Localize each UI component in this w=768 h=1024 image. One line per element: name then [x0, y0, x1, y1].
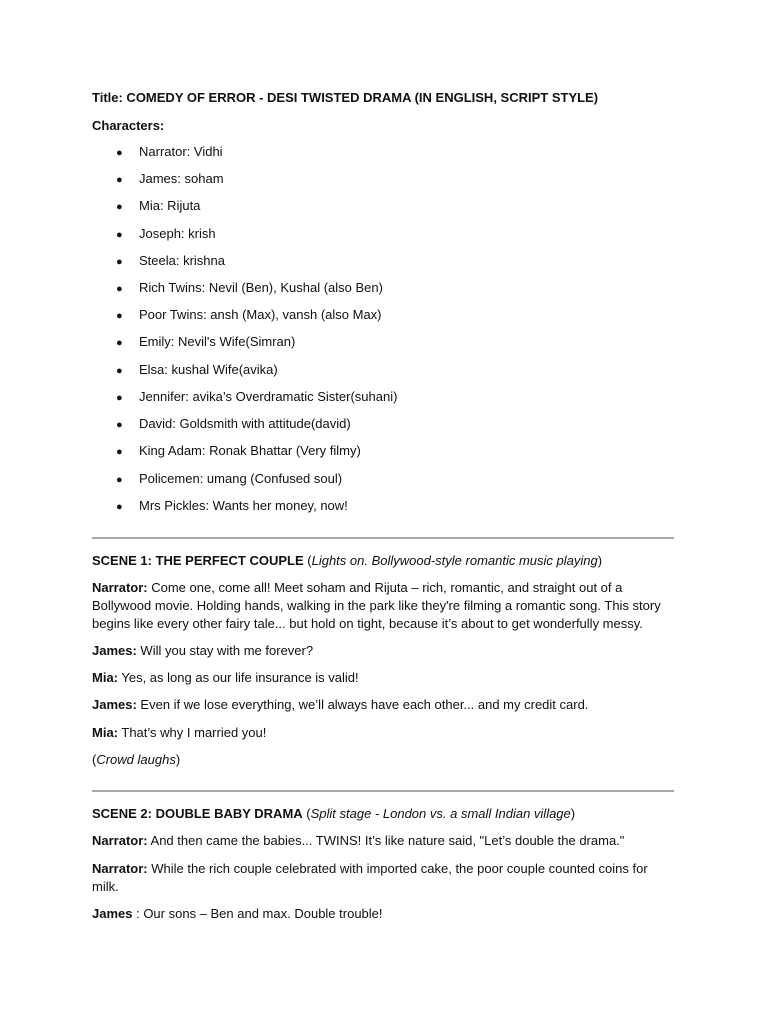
dialogue-text: : Our sons – Ben and max. Double trouble!	[132, 906, 383, 921]
bullet-icon: ●	[116, 174, 123, 186]
dialogue-text: Even if we lose everything, we’ll always have each other... and my credit card.	[136, 697, 589, 712]
scene-title: SCENE 1: THE PERFECT COUPLE	[92, 553, 304, 568]
character-entry: Steela: krishna	[139, 253, 225, 268]
character-entry: Elsa: kushal Wife(avika)	[139, 362, 278, 377]
character-entry: Mrs Pickles: Wants her money, now!	[139, 498, 348, 513]
paren: (	[302, 806, 311, 821]
bullet-icon: ●	[116, 446, 123, 458]
character-entry: King Adam: Ronak Bhattar (Very filmy)	[139, 443, 361, 458]
speaker-label: Narrator:	[92, 861, 148, 876]
stage-direction: Split stage - London vs. a small Indian village	[310, 806, 571, 821]
speaker-label: James:	[92, 697, 137, 712]
speaker-label: Mia:	[92, 670, 118, 685]
speaker-label: Mia:	[92, 725, 118, 740]
bullet-icon: ●	[116, 256, 123, 268]
character-entry: David: Goldsmith with attitude(david)	[139, 416, 351, 431]
scene-title: SCENE 2: DOUBLE BABY DRAMA	[92, 806, 303, 821]
bullet-icon: ●	[116, 474, 123, 486]
bullet-icon: ●	[116, 501, 123, 513]
dialogue-text: Come one, come all! Meet soham and Rijuta – rich, romantic, and straight out of a Bollywood movie. Holding hands, walking in the park like they're filming a romantic song. This story begins like every other fairy tale... but hold on tight, because it’s about to get wonderfully messy.	[92, 580, 661, 631]
bullet-icon: ●	[116, 365, 123, 377]
bullet-icon: ●	[116, 201, 123, 213]
dialogue-line	[92, 642, 313, 660]
character-entry: Poor Twins: ansh (Max), vansh (also Max)	[139, 307, 382, 322]
bullet-icon: ●	[116, 337, 123, 349]
dialogue-text: While the rich couple celebrated with imported cake, the poor couple counted coins for milk.	[92, 861, 648, 894]
bullet-icon: ●	[116, 392, 123, 404]
paren: )	[570, 806, 576, 821]
paren: )	[597, 553, 603, 568]
dialogue-line	[92, 579, 676, 633]
stage-direction: Lights on. Bollywood-style romantic music playing	[311, 553, 598, 568]
speaker-label: Narrator:	[92, 580, 148, 595]
section-divider	[92, 537, 674, 539]
dialogue-text: Will you stay with me forever?	[136, 643, 314, 658]
character-entry: Joseph: krish	[139, 226, 216, 241]
stage-note-text: Crowd laughs	[96, 752, 176, 767]
character-entry: Mia: Rijuta	[139, 198, 201, 213]
dialogue-line	[92, 832, 624, 850]
document-title: Title: COMEDY OF ERROR - DESI TWISTED DRAMA (IN ENGLISH, SCRIPT STYLE)	[92, 90, 599, 105]
section-divider	[92, 790, 674, 792]
bullet-icon: ●	[116, 419, 123, 431]
character-entry: Emily: Nevil's Wife(Simran)	[139, 334, 296, 349]
dialogue-line	[92, 905, 383, 923]
characters-heading: Characters:	[92, 118, 165, 133]
speaker-label: Narrator:	[92, 833, 148, 848]
speaker-label: James:	[92, 643, 137, 658]
stage-note	[92, 751, 180, 769]
paren: (	[303, 553, 312, 568]
bullet-icon: ●	[116, 147, 123, 159]
dialogue-text: That’s why I married you!	[118, 725, 267, 740]
dialogue-line	[92, 860, 676, 896]
character-entry: Policemen: umang (Confused soul)	[139, 471, 343, 486]
character-entry: Jennifer: avika’s Overdramatic Sister(suhani)	[139, 389, 398, 404]
scene-2-heading	[92, 805, 575, 823]
character-entry: Narrator: Vidhi	[139, 144, 223, 159]
character-entry: Rich Twins: Nevil (Ben), Kushal (also Ben)	[139, 280, 383, 295]
dialogue-line	[92, 696, 588, 714]
scene-1-heading	[92, 552, 602, 570]
paren: (	[92, 752, 97, 767]
dialogue-line	[92, 724, 266, 742]
speaker-label: James	[92, 906, 133, 921]
dialogue-line	[92, 669, 359, 687]
dialogue-text: Yes, as long as our life insurance is valid!	[118, 670, 359, 685]
character-entry: James: soham	[139, 171, 224, 186]
paren: )	[175, 752, 181, 767]
bullet-icon: ●	[116, 229, 123, 241]
dialogue-text: And then came the babies... TWINS! It’s like nature said, "Let’s double the drama."	[147, 833, 625, 848]
bullet-icon: ●	[116, 283, 123, 295]
bullet-icon: ●	[116, 310, 123, 322]
